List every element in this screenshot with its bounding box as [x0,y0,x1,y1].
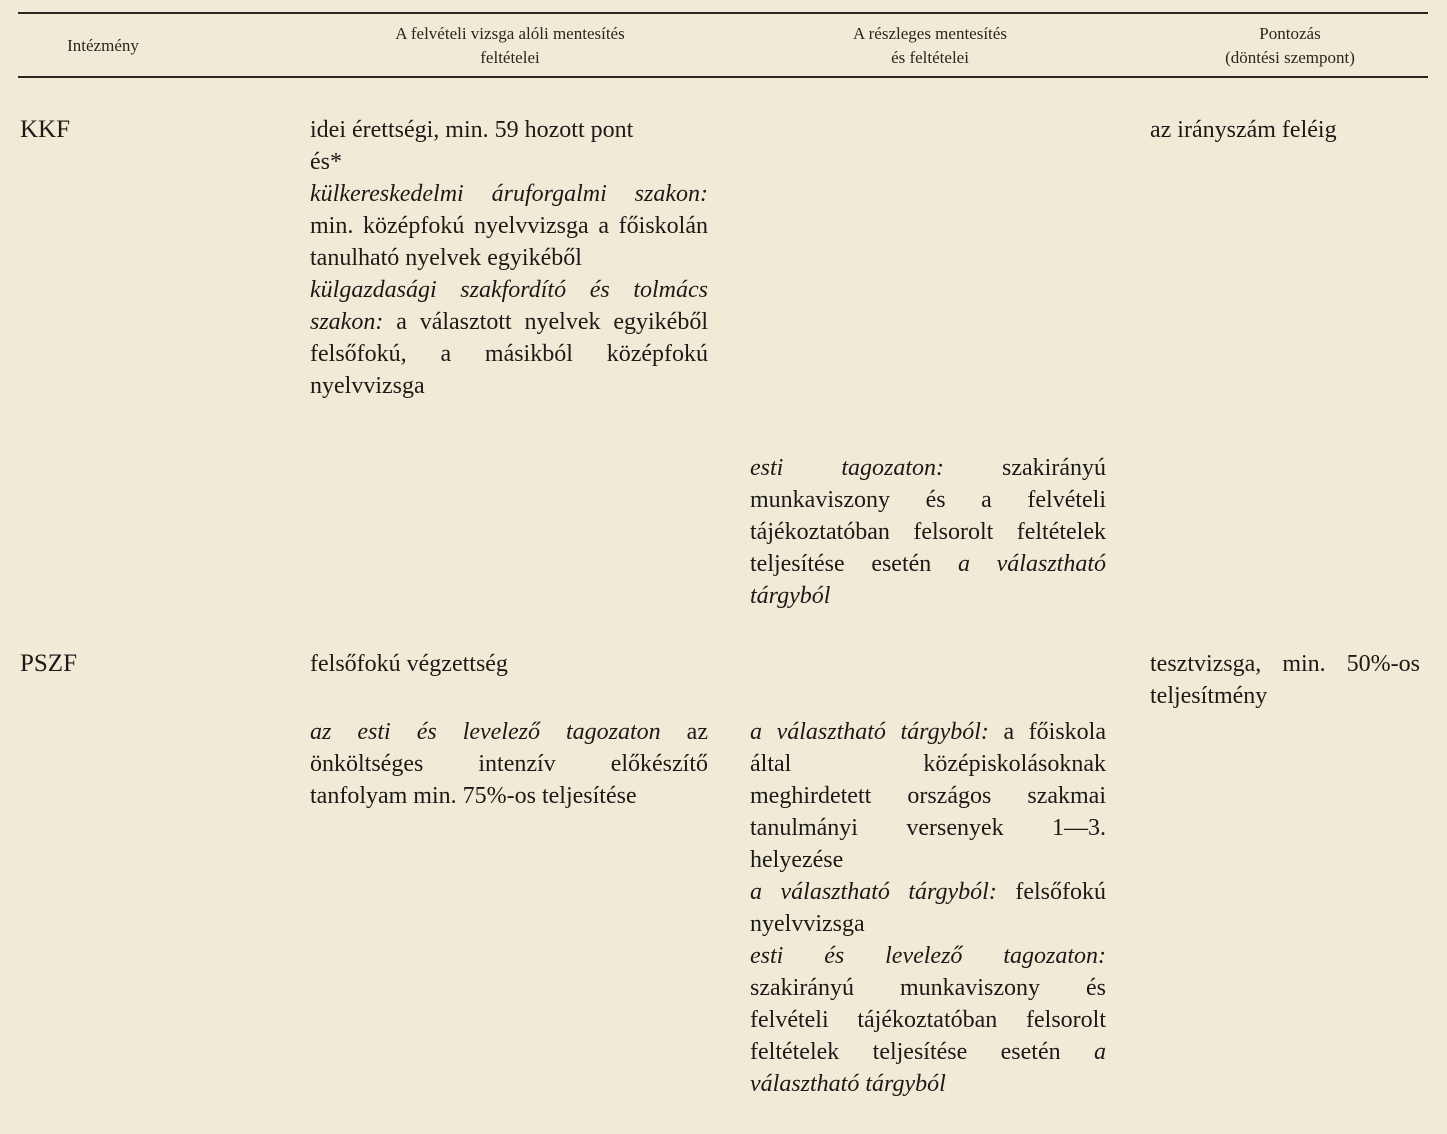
kkf-scoring: az irányszám feléig [1150,117,1337,143]
pszf-partial-para1-text: a főiskola által középiskolásoknak meghirdetett országos szakmai tanulmányi versenyek 1—3. helyezése [750,719,1106,873]
institution-pszf: PSZF [20,650,77,677]
header-exemption-line1: A felvételi vizsga alóli mentesítés [395,24,625,43]
pszf-partial-para1 [750,716,1106,876]
header-exemption [330,22,690,70]
kkf-partial-italic: esti tagozaton: [750,455,945,481]
header-exemption-line2: feltételei [480,48,540,67]
kkf-partial-text: szakirányú munkaviszony és a felvételi tájékoztatóban felsorolt feltételek teljesítése esetén [750,455,1106,577]
header-scoring-line2: (döntési szempont) [1225,48,1355,67]
header-partial-line1: A részleges mentesítés [853,24,1007,43]
kkf-exemption [310,114,708,402]
kkf-exemption-para1-text: min. középfokú nyelvvizsga a főiskolán tanulható nyelvek egyikéből [310,213,708,271]
kkf-partial-italic-end: a választható tárgyból [750,551,1106,609]
pszf-exemption-text: az önköltséges intenzív előkészítő tanfolyam min. 75%-os teljesítése [310,719,708,809]
pszf-partial-para2-italic: a választható tárgyból: [750,879,997,905]
kkf-exemption-para2 [310,274,708,402]
pszf-partial-para3-italic: esti és levelező tagozaton: [750,943,1106,969]
kkf-partial [750,452,1106,612]
pszf-partial-para1-italic: a választható tárgyból: [750,719,989,745]
header-rule [18,76,1428,78]
pszf-partial-para2 [750,876,1106,940]
pszf-partial [750,716,1106,1100]
institution-kkf: KKF [20,116,71,143]
pszf-partial-para3 [750,940,1106,1100]
header-scoring-line1: Pontozás [1259,24,1321,43]
kkf-exemption-line1: idei érettségi, min. 59 hozott pont [310,117,634,143]
header-institution: Intézmény [67,36,139,55]
pszf-scoring: tesztvizsga, min. 50%-os teljesítmény [1150,651,1420,709]
pszf-partial-para2-text: felsőfokú nyelvvizsga [750,879,1106,937]
kkf-exemption-para2-italic: külgazdasági szakfordító és tolmács szakon: [310,277,708,335]
header-partial [760,22,1100,70]
pszf-exemption-line1: felsőfokú végzettség [310,651,508,677]
top-rule [18,12,1428,14]
kkf-exemption-line2: és* [310,149,342,175]
header-partial-line2: és feltételei [891,48,969,67]
pszf-partial-para3-text: szakirányú munkaviszony és felvételi tájékoztatóban felsorolt feltételek teljesítése esetén [750,975,1106,1065]
pszf-partial-para3-italic-end: a választható tárgyból [750,1039,1106,1097]
pszf-exemption-italic: az esti és levelező tagozaton [310,719,661,745]
pszf-exemption-para [310,716,708,812]
kkf-exemption-para1-italic: külkereskedelmi áruforgalmi szakon: [310,181,708,207]
kkf-exemption-para1 [310,178,708,274]
kkf-exemption-para2-text: a választott nyelvek egyikéből felsőfokú, a másikból középfokú nyelvvizsga [310,309,708,399]
header-scoring [1150,22,1430,70]
